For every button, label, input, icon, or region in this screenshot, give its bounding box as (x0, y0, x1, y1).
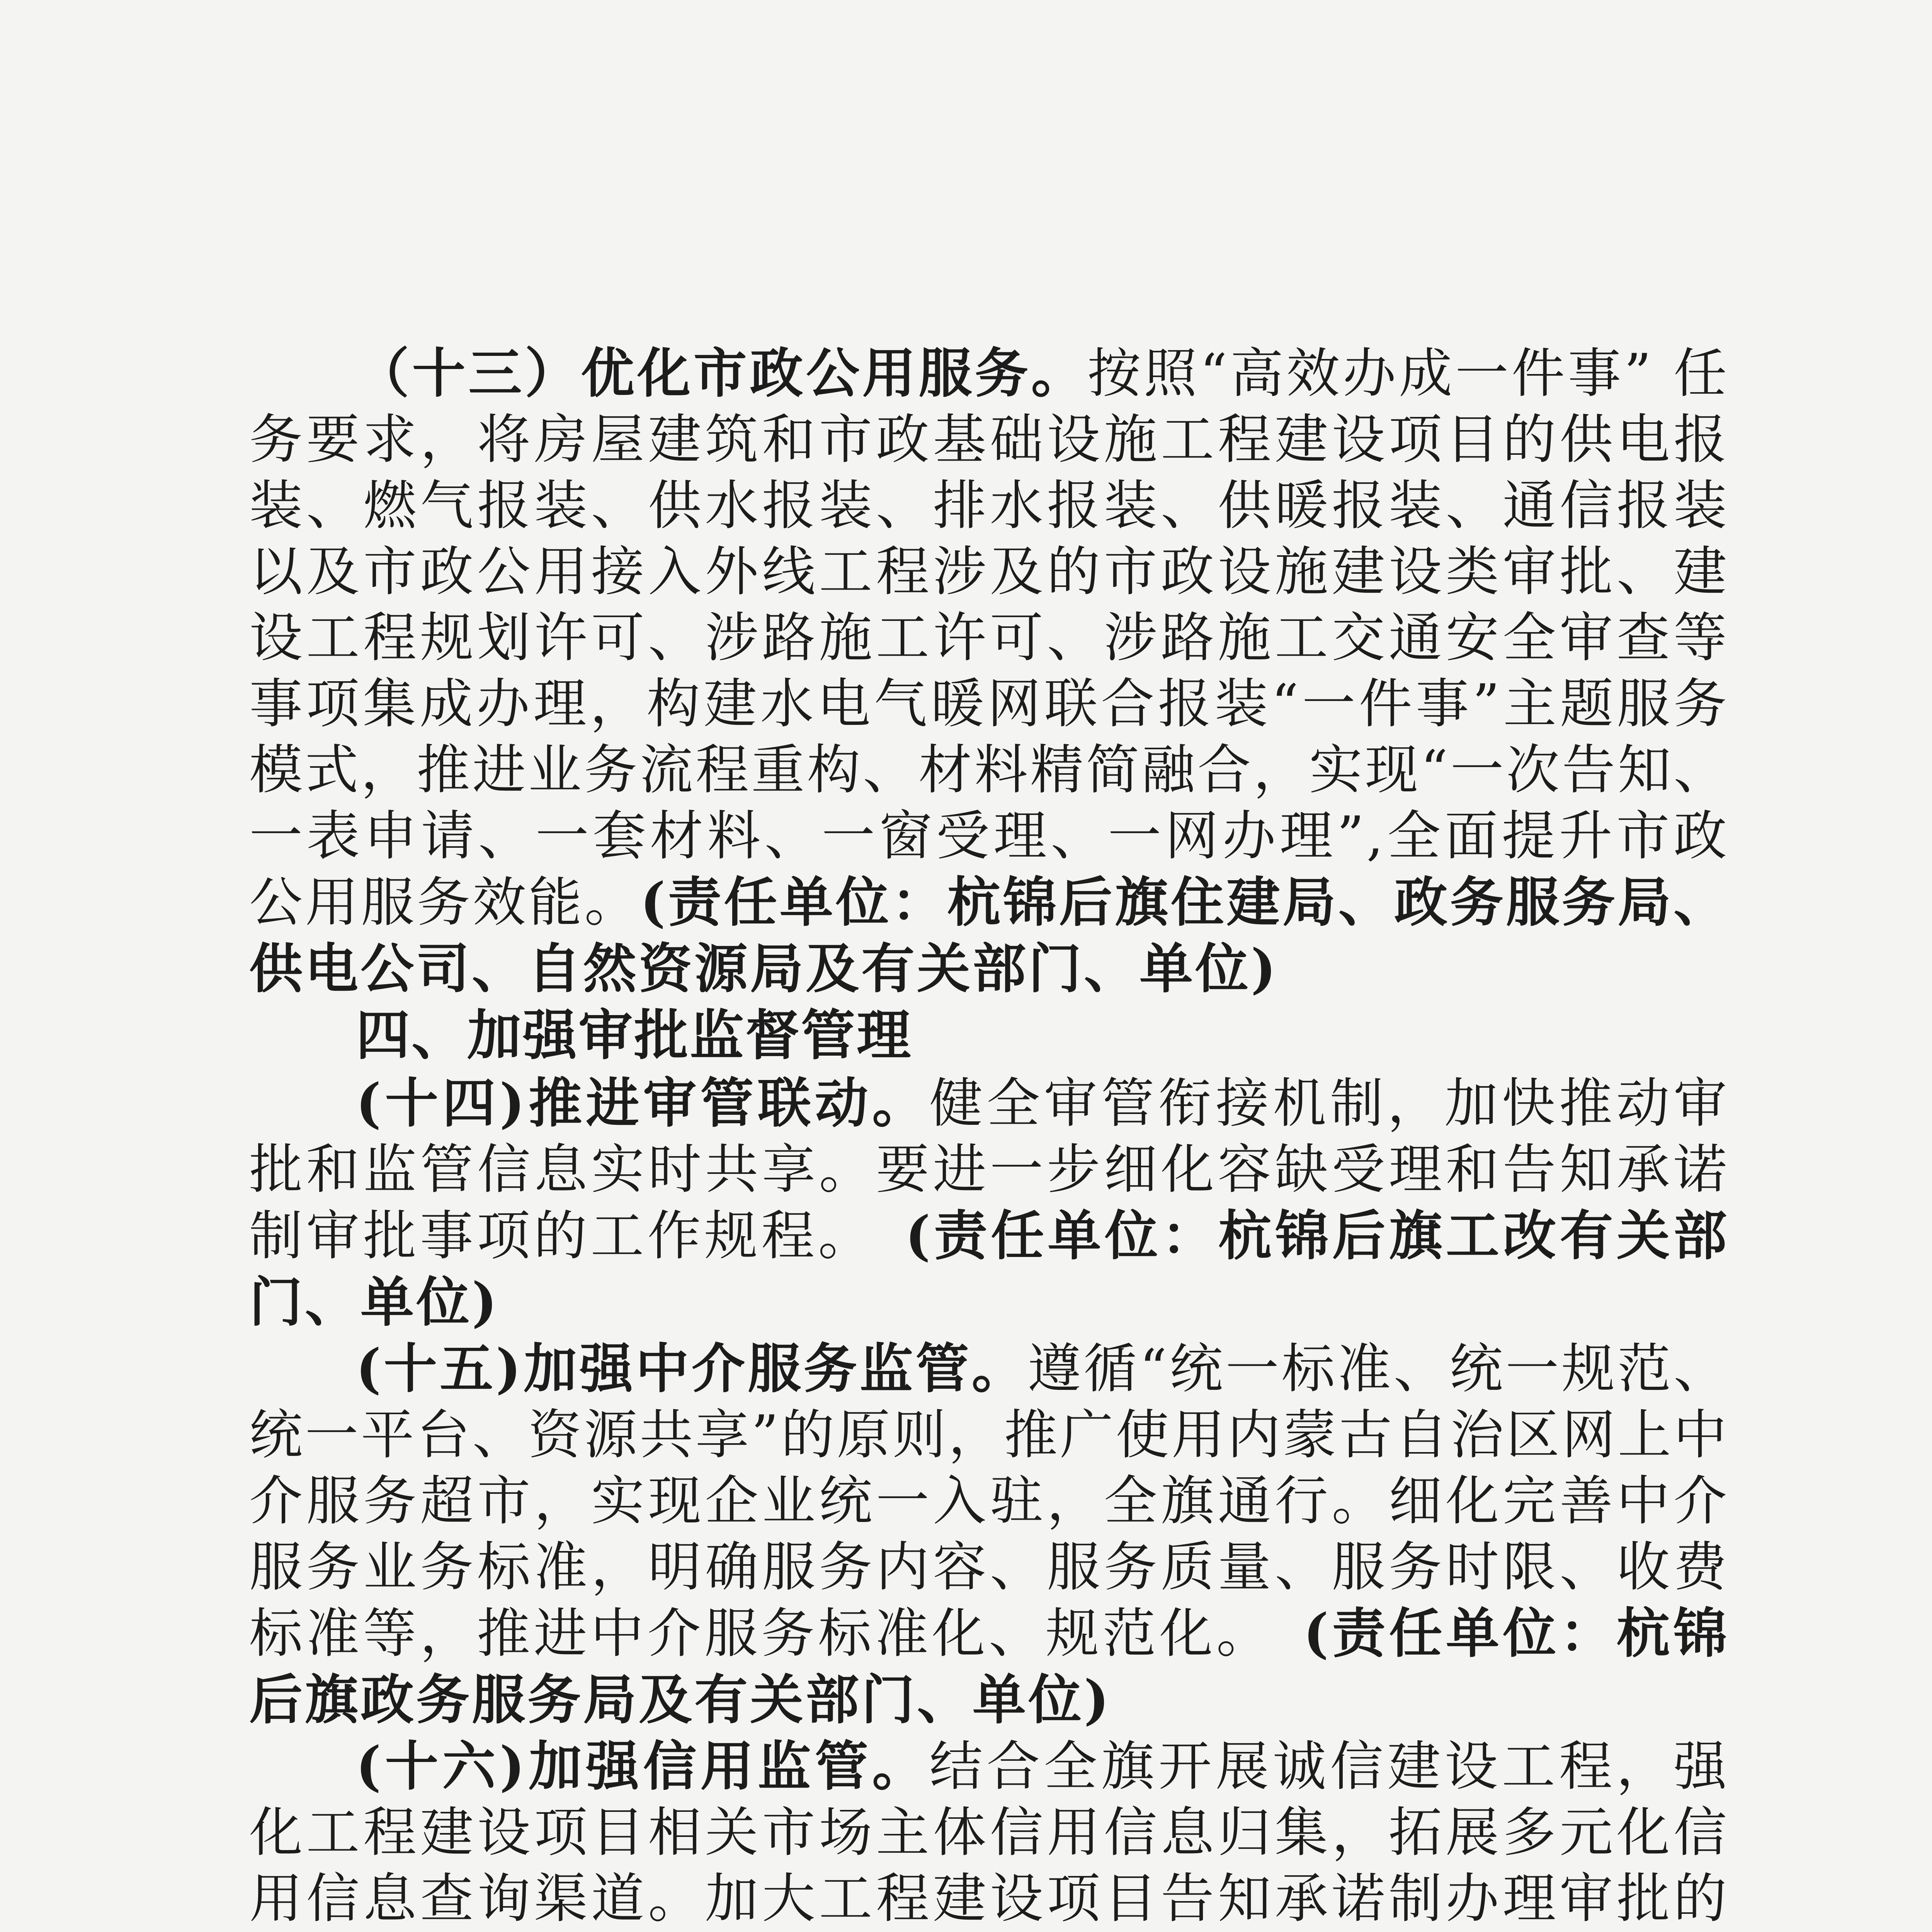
section-heading-4: 四、加强审批监督管理 (356, 1004, 913, 1067)
paragraph-13-lead: （十三）优化市政公用服务。 (356, 342, 1088, 405)
paragraph-15-responsibility: (责任单位：杭锦后旗政务服务局及有关部门、单位) (249, 1602, 1729, 1731)
paragraph-13-text: 按照“高效办成一件事” 任务要求，将房屋建筑和市政基础设施工程建设项目的供电报装、燃气报装、供水报装、排水报装、供暖报装、通信报装以及市政公用接入外线工程涉及的市政设施建设类审批、建设工程规划许可、涉路施工许可、涉路施工交通安全审查等事项集成办理，构建水电气暖网联合报装“一件事”主题服务模式，推进业务流程重构、材料精简融合，实现“一次告知、一表申请、一套材料、一窗受理、一网办理”,全面提升市政公用服务效能。 (249, 342, 1729, 934)
paragraph-16 (249, 1733, 1729, 1932)
paragraph-16-lead: (十六)加强信用监管。 (356, 1735, 930, 1798)
paragraph-14-text: 健全审管衔接机制，加快推动审批和监管信息实时共享。要进一步细化容缺受理和告知承诺制审批事项的工作规程。 (249, 1072, 1729, 1267)
paragraph-13-responsibility: (责任单位：杭锦后旗住建局、政务服务局、供电公司、自然资源局及有关部门、单位) (249, 871, 1729, 1000)
paragraph-15-lead: (十五)加强中介服务监管。 (356, 1337, 1028, 1400)
paragraph-15-text: 遵循“统一标准、统一规范、统一平台、资源共享”的原则，推广使用内蒙古自治区网上中介服务超市，实现企业统一入驻，全旗通行。细化完善中介服务业务标准，明确服务内容、服务质量、服务时限、收费标准等，推进中介服务标准化、规范化。 (249, 1338, 1729, 1665)
paragraph-14 (249, 1070, 1729, 1335)
paragraph-13 (249, 340, 1729, 1002)
document-body (249, 340, 1729, 1932)
paragraph-14-lead: (十四)推进审管联动。 (356, 1071, 930, 1134)
paragraph-14-responsibility: (责任单位：杭锦后旗工改有关部门、单位) (249, 1204, 1729, 1333)
paragraph-16-text: 结合全旗开展诚信建设工程，强化工程建设项目相关市场主体信用信息归集，拓展多元化信用信息查询渠道。加大工程建设项目告知承诺制办理审批的 (249, 1735, 1729, 1930)
paragraph-15 (249, 1335, 1729, 1733)
